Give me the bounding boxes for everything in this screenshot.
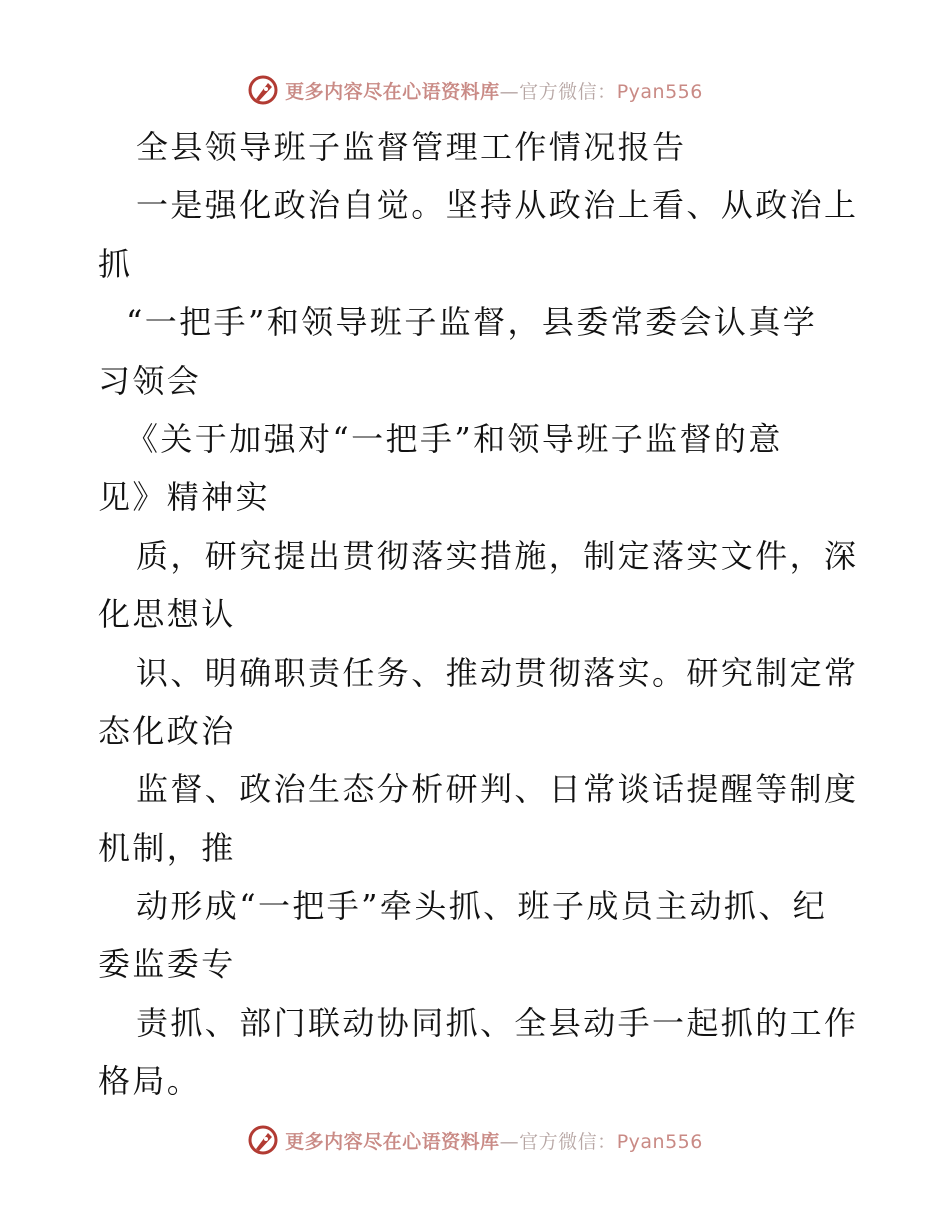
paragraph-line: 责抓、部门联动协同抓、全县动手一起抓的工作 [136, 1003, 859, 1042]
paragraph-line: 委监委专 [98, 945, 236, 984]
footer-watermark [0, 1120, 950, 1160]
watermark-sub: —官方微信： [499, 80, 617, 103]
paragraph-line: 质，研究提出贯彻落实措施，制定落实文件，深 [136, 536, 859, 575]
paragraph-line: 态化政治 [98, 711, 236, 750]
watermark-sub: —官方微信： [499, 1130, 617, 1153]
watermark-id: Pyan556 [616, 80, 703, 103]
paragraph-line: 化思想认 [98, 595, 236, 634]
header-watermark [0, 70, 950, 110]
watermark-text [285, 77, 703, 104]
paragraph-line: 监督、政治生态分析研判、日常谈话提醒等制度 [136, 770, 859, 809]
watermark-text [285, 1127, 703, 1154]
watermark-id: Pyan556 [616, 1130, 703, 1153]
paragraph-line: 格局。 [98, 1062, 202, 1101]
watermark-main: 更多内容尽在心语资料库 [285, 1130, 500, 1153]
document-title: 全县领导班子监督管理工作情况报告 [136, 128, 687, 166]
pen-nib-logo-icon [247, 74, 279, 106]
document-body [98, 118, 858, 1111]
pen-nib-logo-icon [247, 1124, 279, 1156]
paragraph-line: 抓 [98, 244, 133, 283]
paragraph-line: 动形成“一把手”牵头抓、班子成员主动抓、纪 [136, 887, 828, 926]
paragraph-line: 见》精神实 [98, 478, 271, 517]
paragraph-line: “一把手”和领导班子监督，县委常委会认真学 [126, 303, 818, 342]
paragraph-line: 识、明确职责任务、推动贯彻落实。研究制定常 [136, 653, 859, 692]
paragraph-line: 一是强化政治自觉。坚持从政治上看、从政治上 [136, 186, 859, 225]
paragraph-line: 习领会 [98, 361, 202, 400]
paragraph-line: 《关于加强对“一把手”和领导班子监督的意 [126, 419, 783, 458]
paragraph-line: 机制，推 [98, 828, 236, 867]
watermark-main: 更多内容尽在心语资料库 [285, 80, 500, 103]
